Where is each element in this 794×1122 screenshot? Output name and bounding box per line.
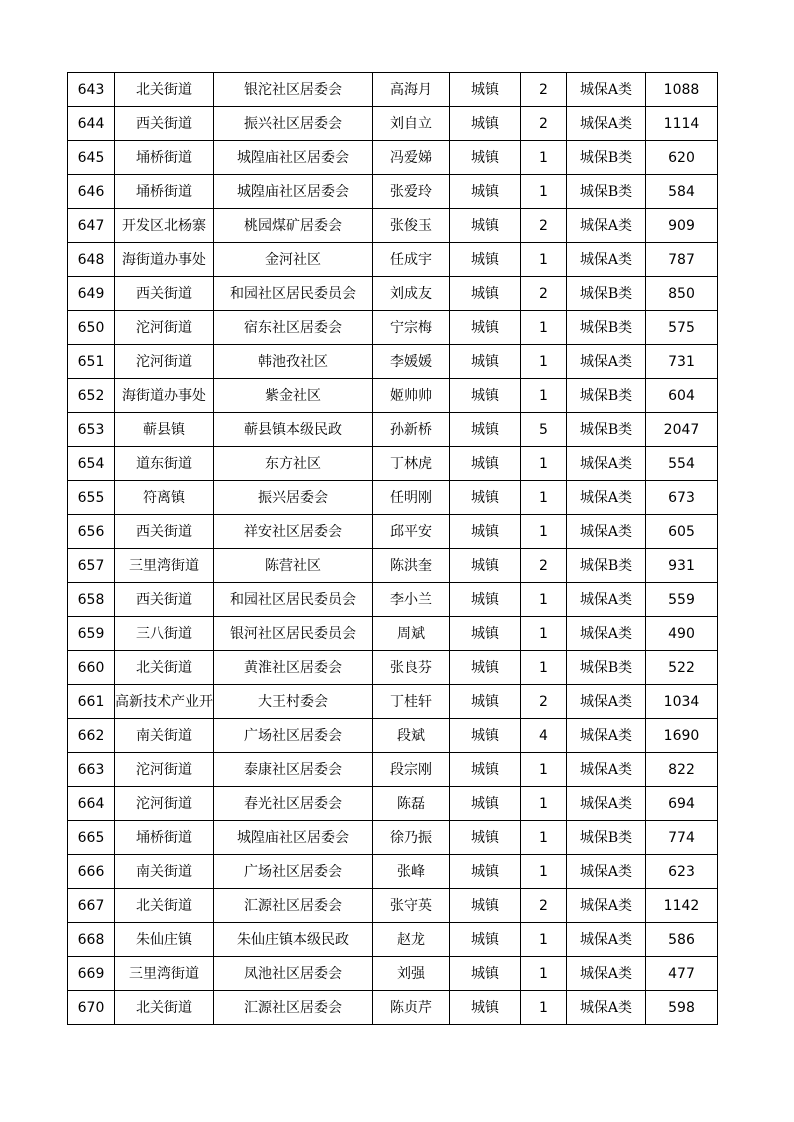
row-number: 670 [68, 991, 115, 1025]
name-cell: 刘自立 [373, 107, 450, 141]
member-count-cell: 2 [521, 277, 567, 311]
street-cell: 北关街道 [115, 991, 214, 1025]
member-count-cell: 1 [521, 991, 567, 1025]
household-type-cell: 城镇 [450, 617, 521, 651]
category-cell: 城保A类 [567, 209, 646, 243]
row-number: 647 [68, 209, 115, 243]
records-table-body [68, 73, 718, 1025]
table-row [68, 107, 718, 141]
community-cell: 振兴居委会 [214, 481, 373, 515]
community-cell: 朱仙庄镇本级民政 [214, 923, 373, 957]
community-cell: 东方社区 [214, 447, 373, 481]
name-cell: 徐乃振 [373, 821, 450, 855]
household-type-cell: 城镇 [450, 73, 521, 107]
name-cell: 李媛媛 [373, 345, 450, 379]
name-cell: 张俊玉 [373, 209, 450, 243]
amount-cell: 1114 [646, 107, 718, 141]
street-cell: 三里湾街道 [115, 957, 214, 991]
household-type-cell: 城镇 [450, 685, 521, 719]
street-cell: 西关街道 [115, 515, 214, 549]
member-count-cell: 1 [521, 923, 567, 957]
row-number: 645 [68, 141, 115, 175]
row-number: 664 [68, 787, 115, 821]
name-cell: 丁林虎 [373, 447, 450, 481]
member-count-cell: 2 [521, 209, 567, 243]
table-row [68, 991, 718, 1025]
member-count-cell: 1 [521, 583, 567, 617]
community-cell: 春光社区居委会 [214, 787, 373, 821]
household-type-cell: 城镇 [450, 651, 521, 685]
member-count-cell: 1 [521, 855, 567, 889]
member-count-cell: 1 [521, 617, 567, 651]
household-type-cell: 城镇 [450, 481, 521, 515]
table-row [68, 413, 718, 447]
amount-cell: 598 [646, 991, 718, 1025]
name-cell: 邱平安 [373, 515, 450, 549]
community-cell: 桃园煤矿居委会 [214, 209, 373, 243]
member-count-cell: 2 [521, 685, 567, 719]
row-number: 652 [68, 379, 115, 413]
household-type-cell: 城镇 [450, 447, 521, 481]
name-cell: 刘强 [373, 957, 450, 991]
name-cell: 周斌 [373, 617, 450, 651]
category-cell: 城保B类 [567, 141, 646, 175]
name-cell: 赵龙 [373, 923, 450, 957]
row-number: 643 [68, 73, 115, 107]
row-number: 665 [68, 821, 115, 855]
household-type-cell: 城镇 [450, 855, 521, 889]
table-row [68, 753, 718, 787]
street-cell: 开发区北杨寨 [115, 209, 214, 243]
amount-cell: 620 [646, 141, 718, 175]
member-count-cell: 1 [521, 141, 567, 175]
category-cell: 城保A类 [567, 923, 646, 957]
category-cell: 城保A类 [567, 617, 646, 651]
household-type-cell: 城镇 [450, 515, 521, 549]
amount-cell: 1034 [646, 685, 718, 719]
community-cell: 祥安社区居委会 [214, 515, 373, 549]
member-count-cell: 1 [521, 821, 567, 855]
member-count-cell: 1 [521, 175, 567, 209]
row-number: 649 [68, 277, 115, 311]
table-row [68, 651, 718, 685]
community-cell: 泰康社区居委会 [214, 753, 373, 787]
member-count-cell: 1 [521, 515, 567, 549]
street-cell: 北关街道 [115, 651, 214, 685]
table-row [68, 787, 718, 821]
table-row [68, 583, 718, 617]
street-cell: 南关街道 [115, 855, 214, 889]
community-cell: 凤池社区居委会 [214, 957, 373, 991]
member-count-cell: 4 [521, 719, 567, 753]
amount-cell: 554 [646, 447, 718, 481]
table-row [68, 923, 718, 957]
category-cell: 城保B类 [567, 379, 646, 413]
category-cell: 城保A类 [567, 991, 646, 1025]
name-cell: 段斌 [373, 719, 450, 753]
member-count-cell: 1 [521, 447, 567, 481]
community-cell: 广场社区居委会 [214, 719, 373, 753]
amount-cell: 1690 [646, 719, 718, 753]
street-cell: 沱河街道 [115, 311, 214, 345]
amount-cell: 623 [646, 855, 718, 889]
amount-cell: 575 [646, 311, 718, 345]
amount-cell: 1088 [646, 73, 718, 107]
household-type-cell: 城镇 [450, 549, 521, 583]
name-cell: 姬帅帅 [373, 379, 450, 413]
street-cell: 埇桥街道 [115, 141, 214, 175]
household-type-cell: 城镇 [450, 379, 521, 413]
table-row [68, 175, 718, 209]
table-row [68, 447, 718, 481]
table-row [68, 889, 718, 923]
table-row [68, 821, 718, 855]
row-number: 656 [68, 515, 115, 549]
category-cell: 城保B类 [567, 175, 646, 209]
community-cell: 银河社区居民委员会 [214, 617, 373, 651]
street-cell: 北关街道 [115, 73, 214, 107]
category-cell: 城保A类 [567, 73, 646, 107]
table-row [68, 345, 718, 379]
community-cell: 汇源社区居委会 [214, 889, 373, 923]
amount-cell: 787 [646, 243, 718, 277]
household-type-cell: 城镇 [450, 345, 521, 379]
row-number: 668 [68, 923, 115, 957]
street-cell: 海街道办事处 [115, 379, 214, 413]
household-type-cell: 城镇 [450, 413, 521, 447]
records-table [67, 72, 718, 1025]
amount-cell: 559 [646, 583, 718, 617]
street-cell: 蕲县镇 [115, 413, 214, 447]
amount-cell: 605 [646, 515, 718, 549]
amount-cell: 931 [646, 549, 718, 583]
row-number: 666 [68, 855, 115, 889]
amount-cell: 909 [646, 209, 718, 243]
name-cell: 段宗刚 [373, 753, 450, 787]
table-row [68, 549, 718, 583]
community-cell: 银沱社区居委会 [214, 73, 373, 107]
community-cell: 陈营社区 [214, 549, 373, 583]
street-cell: 埇桥街道 [115, 821, 214, 855]
name-cell: 张峰 [373, 855, 450, 889]
household-type-cell: 城镇 [450, 923, 521, 957]
street-cell: 沱河街道 [115, 345, 214, 379]
table-row [68, 209, 718, 243]
name-cell: 冯爱娣 [373, 141, 450, 175]
category-cell: 城保A类 [567, 447, 646, 481]
row-number: 653 [68, 413, 115, 447]
category-cell: 城保A类 [567, 583, 646, 617]
street-cell: 海街道办事处 [115, 243, 214, 277]
amount-cell: 604 [646, 379, 718, 413]
amount-cell: 522 [646, 651, 718, 685]
member-count-cell: 1 [521, 379, 567, 413]
category-cell: 城保B类 [567, 277, 646, 311]
amount-cell: 1142 [646, 889, 718, 923]
row-number: 646 [68, 175, 115, 209]
street-cell: 三八街道 [115, 617, 214, 651]
household-type-cell: 城镇 [450, 209, 521, 243]
name-cell: 张良芬 [373, 651, 450, 685]
category-cell: 城保A类 [567, 957, 646, 991]
table-row [68, 617, 718, 651]
table-row [68, 141, 718, 175]
household-type-cell: 城镇 [450, 753, 521, 787]
street-cell: 沱河街道 [115, 787, 214, 821]
name-cell: 李小兰 [373, 583, 450, 617]
table-row [68, 243, 718, 277]
row-number: 657 [68, 549, 115, 583]
category-cell: 城保A类 [567, 787, 646, 821]
street-cell: 道东街道 [115, 447, 214, 481]
table-row [68, 685, 718, 719]
household-type-cell: 城镇 [450, 141, 521, 175]
category-cell: 城保B类 [567, 549, 646, 583]
table-row [68, 379, 718, 413]
table-row [68, 957, 718, 991]
amount-cell: 774 [646, 821, 718, 855]
name-cell: 任明刚 [373, 481, 450, 515]
category-cell: 城保A类 [567, 515, 646, 549]
community-cell: 金河社区 [214, 243, 373, 277]
name-cell: 陈磊 [373, 787, 450, 821]
row-number: 667 [68, 889, 115, 923]
category-cell: 城保A类 [567, 107, 646, 141]
street-cell: 符离镇 [115, 481, 214, 515]
amount-cell: 584 [646, 175, 718, 209]
community-cell: 城隍庙社区居委会 [214, 821, 373, 855]
community-cell: 韩池孜社区 [214, 345, 373, 379]
name-cell: 陈洪奎 [373, 549, 450, 583]
table-row [68, 73, 718, 107]
amount-cell: 731 [646, 345, 718, 379]
category-cell: 城保A类 [567, 243, 646, 277]
community-cell: 黄淮社区居委会 [214, 651, 373, 685]
household-type-cell: 城镇 [450, 583, 521, 617]
name-cell: 丁桂轩 [373, 685, 450, 719]
amount-cell: 850 [646, 277, 718, 311]
member-count-cell: 5 [521, 413, 567, 447]
community-cell: 紫金社区 [214, 379, 373, 413]
category-cell: 城保A类 [567, 753, 646, 787]
row-number: 669 [68, 957, 115, 991]
member-count-cell: 2 [521, 549, 567, 583]
amount-cell: 586 [646, 923, 718, 957]
table-row [68, 515, 718, 549]
member-count-cell: 2 [521, 107, 567, 141]
row-number: 658 [68, 583, 115, 617]
name-cell: 刘成友 [373, 277, 450, 311]
amount-cell: 822 [646, 753, 718, 787]
table-row [68, 719, 718, 753]
member-count-cell: 1 [521, 311, 567, 345]
community-cell: 和园社区居民委员会 [214, 583, 373, 617]
amount-cell: 490 [646, 617, 718, 651]
household-type-cell: 城镇 [450, 991, 521, 1025]
street-cell: 高新技术产业开 [115, 685, 214, 719]
amount-cell: 2047 [646, 413, 718, 447]
household-type-cell: 城镇 [450, 787, 521, 821]
household-type-cell: 城镇 [450, 889, 521, 923]
household-type-cell: 城镇 [450, 719, 521, 753]
street-cell: 西关街道 [115, 107, 214, 141]
amount-cell: 673 [646, 481, 718, 515]
category-cell: 城保B类 [567, 413, 646, 447]
street-cell: 三里湾街道 [115, 549, 214, 583]
street-cell: 北关街道 [115, 889, 214, 923]
community-cell: 振兴社区居委会 [214, 107, 373, 141]
street-cell: 西关街道 [115, 583, 214, 617]
member-count-cell: 1 [521, 481, 567, 515]
name-cell: 孙新桥 [373, 413, 450, 447]
category-cell: 城保A类 [567, 889, 646, 923]
table-row [68, 855, 718, 889]
member-count-cell: 1 [521, 345, 567, 379]
row-number: 660 [68, 651, 115, 685]
category-cell: 城保A类 [567, 685, 646, 719]
category-cell: 城保A类 [567, 855, 646, 889]
street-cell: 沱河街道 [115, 753, 214, 787]
household-type-cell: 城镇 [450, 175, 521, 209]
table-row [68, 277, 718, 311]
member-count-cell: 1 [521, 957, 567, 991]
member-count-cell: 1 [521, 753, 567, 787]
household-type-cell: 城镇 [450, 277, 521, 311]
street-cell: 西关街道 [115, 277, 214, 311]
category-cell: 城保B类 [567, 311, 646, 345]
street-cell: 埇桥街道 [115, 175, 214, 209]
name-cell: 陈贞芹 [373, 991, 450, 1025]
community-cell: 城隍庙社区居委会 [214, 175, 373, 209]
category-cell: 城保B类 [567, 821, 646, 855]
name-cell: 张爱玲 [373, 175, 450, 209]
category-cell: 城保B类 [567, 651, 646, 685]
row-number: 654 [68, 447, 115, 481]
street-cell: 南关街道 [115, 719, 214, 753]
row-number: 663 [68, 753, 115, 787]
name-cell: 高海月 [373, 73, 450, 107]
row-number: 659 [68, 617, 115, 651]
community-cell: 宿东社区居委会 [214, 311, 373, 345]
name-cell: 宁宗梅 [373, 311, 450, 345]
row-number: 662 [68, 719, 115, 753]
household-type-cell: 城镇 [450, 243, 521, 277]
community-cell: 广场社区居委会 [214, 855, 373, 889]
household-type-cell: 城镇 [450, 107, 521, 141]
row-number: 661 [68, 685, 115, 719]
member-count-cell: 1 [521, 243, 567, 277]
household-type-cell: 城镇 [450, 311, 521, 345]
row-number: 648 [68, 243, 115, 277]
amount-cell: 694 [646, 787, 718, 821]
member-count-cell: 1 [521, 787, 567, 821]
member-count-cell: 1 [521, 651, 567, 685]
community-cell: 大王村委会 [214, 685, 373, 719]
name-cell: 张守英 [373, 889, 450, 923]
member-count-cell: 2 [521, 73, 567, 107]
table-row [68, 311, 718, 345]
amount-cell: 477 [646, 957, 718, 991]
row-number: 655 [68, 481, 115, 515]
household-type-cell: 城镇 [450, 957, 521, 991]
community-cell: 汇源社区居委会 [214, 991, 373, 1025]
community-cell: 城隍庙社区居委会 [214, 141, 373, 175]
category-cell: 城保A类 [567, 345, 646, 379]
name-cell: 任成宇 [373, 243, 450, 277]
household-type-cell: 城镇 [450, 821, 521, 855]
row-number: 650 [68, 311, 115, 345]
row-number: 651 [68, 345, 115, 379]
category-cell: 城保A类 [567, 719, 646, 753]
street-cell: 朱仙庄镇 [115, 923, 214, 957]
community-cell: 蕲县镇本级民政 [214, 413, 373, 447]
member-count-cell: 2 [521, 889, 567, 923]
row-number: 644 [68, 107, 115, 141]
table-row [68, 481, 718, 515]
community-cell: 和园社区居民委员会 [214, 277, 373, 311]
category-cell: 城保A类 [567, 481, 646, 515]
